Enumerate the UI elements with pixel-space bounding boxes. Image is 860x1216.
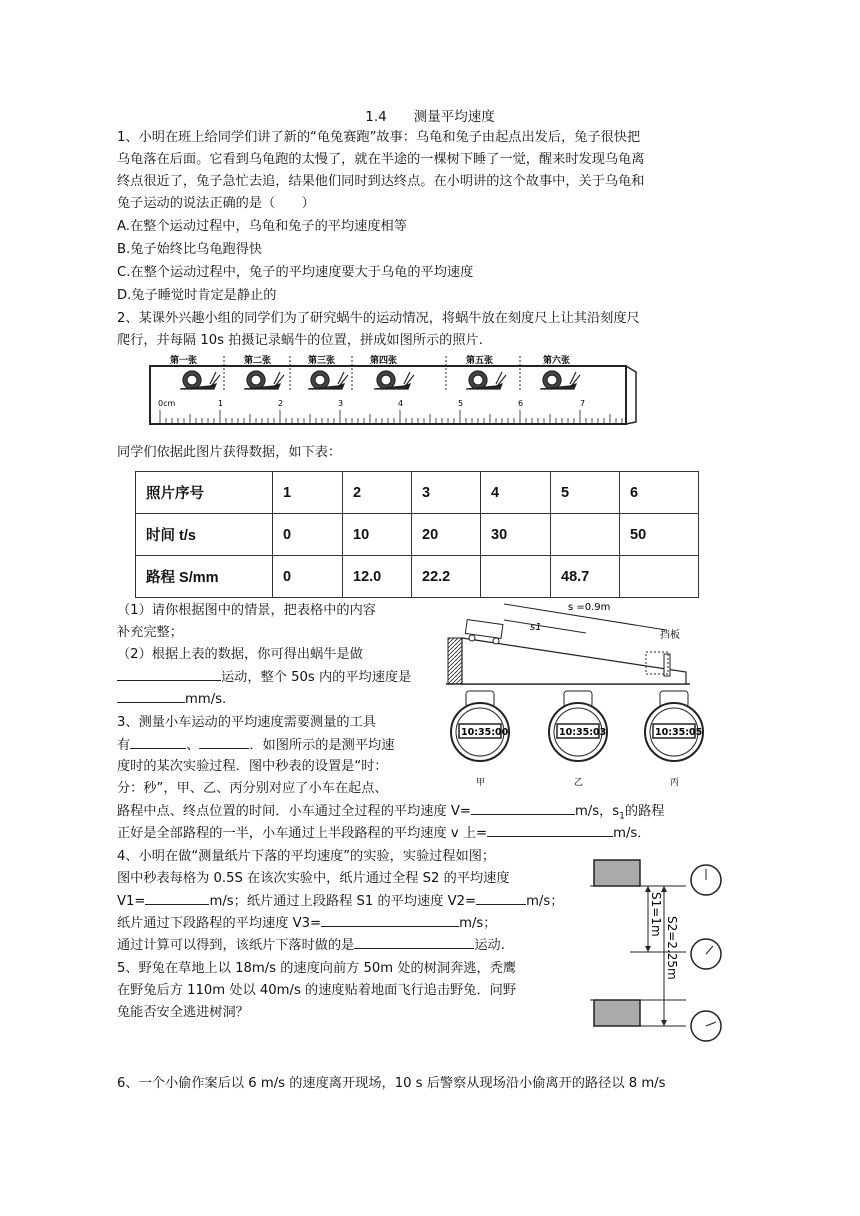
q4-text-line: 4、小明在做“测量纸片下落的平均速度”的实验，实验过程如图；	[117, 849, 496, 864]
avg-speed-blank[interactable]	[117, 688, 185, 703]
table-row	[136, 514, 699, 556]
q3-text-line: 路程中点、终点位置的时间．小车通过全过程的平均速度 V= m/s，$s_1$的路程	[117, 800, 664, 828]
table-cell: 20	[412, 514, 481, 556]
q5-text-line: 兔能否安全逃进树洞？	[117, 1005, 249, 1020]
stopwatch-bing	[645, 691, 703, 788]
table-cell: 50	[620, 514, 699, 556]
table-cell: 5	[551, 472, 620, 514]
clock-icon	[691, 865, 721, 1041]
stopwatch-time: 10:35:05	[655, 727, 703, 738]
stopwatch-name: 丙	[670, 778, 680, 788]
q2-sub2-line: （2）根据上表的数据，你可得出蜗牛是做	[117, 647, 363, 662]
table-cell: 10	[343, 514, 412, 556]
table-intro: 同学们依据此图片获得数据，如下表：	[117, 445, 342, 460]
table-cell: 1	[273, 472, 343, 514]
q2-sub1-line: （1）请你根据图中的情景，把表格中的内容	[117, 603, 376, 618]
row-header: 照片序号	[136, 472, 273, 514]
v1-blank[interactable]	[145, 890, 209, 905]
paper-bottom	[594, 1000, 640, 1026]
ruler-number: 6	[518, 399, 524, 408]
photo-label: 第二张	[244, 356, 272, 366]
table-cell: 2	[343, 472, 412, 514]
q4-text-line: 图中秒表每格为 0.5S 在该次实验中，纸片通过全程 S2 的平均速度	[117, 871, 510, 886]
q3-text-line: 有 、 ．如图所示的是测平均速	[117, 734, 394, 757]
table-cell: 3	[412, 472, 481, 514]
q1-text-line: 终点很近了，兔子急忙去追，结果他们同时到达终点。在小明讲的这个故事中，关于乌龟和	[117, 174, 645, 189]
s1-length-label: S1=1m	[649, 892, 663, 937]
photo-label: 第三张	[308, 356, 336, 366]
page-title: 1.4 测量平均速度	[365, 109, 495, 125]
q2-text-line: 2、某课外兴趣小组的同学们为了研究蜗牛的运动情况，将蜗牛放在刻度尺上让其沿刻度尺	[117, 311, 640, 326]
table-cell: 12.0	[343, 556, 412, 598]
row-header: 时间 t/s	[136, 514, 273, 556]
total-speed-blank[interactable]	[471, 800, 575, 815]
incline-cart-figure	[446, 590, 706, 790]
q4-text-line: V1= m/s；纸片通过上段路程 S1 的平均速度 V2= m/s；	[117, 890, 563, 913]
q1-text-line: 1、小明在班上给同学们讲了新的“龟兔赛跑”故事：乌龟和兔子由起点出发后，兔子很快把	[117, 130, 641, 145]
q4-text-line: 通过计算可以得到，该纸片下落时做的是 运动.	[117, 934, 505, 957]
q2-sub1-line: 补充完整；	[117, 625, 183, 640]
table-cell: 22.2	[412, 556, 481, 598]
q3-text-line: 度时的某次实验过程．图中秒表的设置是“时：	[117, 759, 388, 774]
q4-text-line: 纸片通过下段路程的平均速度 V3= m/s；	[117, 912, 496, 935]
q2-text-line: 爬行，并每隔 10s 拍摄记录蜗牛的位置，拼成如图所示的照片.	[117, 333, 483, 348]
photo-label: 第四张	[370, 356, 398, 366]
ruler-photo-labels	[170, 354, 570, 366]
photo-label: 第六张	[543, 356, 571, 366]
q1-option-a: A.在整个运动过程中，乌龟和兔子的平均速度相等	[117, 219, 407, 234]
table-cell: 0	[273, 514, 343, 556]
q3-text-line: 3、测量小车运动的平均速度需要测量的工具	[117, 715, 376, 730]
q5-text-line: 5、野兔在草地上以 18m/s 的速度向前方 50m 处的树洞奔逃，秃鹰	[117, 961, 517, 976]
ruler-number: 1	[218, 399, 224, 408]
q1-option-d: D.兔子睡觉时肯定是静止的	[117, 288, 277, 303]
q1-text-line: 乌龟落在后面。它看到乌龟跑的太慢了，就在半途的一棵树下睡了一觉，醒来时发现乌龟离	[117, 152, 645, 167]
q3-text-line: 分：秒”，甲、乙、丙分别对应了小车在起点、	[117, 781, 388, 796]
snail-data-table	[135, 471, 699, 598]
q3-text-line: 正好是全部路程的一半，小车通过上半段路程的平均速度 v 上= m/s．	[117, 822, 650, 845]
stop-board	[664, 654, 670, 676]
table-cell: 48.7	[551, 556, 620, 598]
stopwatch-time: 10:35:00	[461, 727, 509, 738]
table-cell: 4	[481, 472, 551, 514]
ruler-number: 3	[338, 399, 344, 408]
q1-option-c: C.在整个运动过程中，兔子的平均速度要大于乌龟的平均速度	[117, 265, 474, 280]
ruler-number: 5	[458, 399, 464, 408]
q1-text-line: 兔子运动的说法正确的是（ ）	[117, 196, 315, 211]
q6-text-line: 6、一个小偷作案后以 6 m/s 的速度离开现场，10 s 后警察从现场沿小偷离开的路径以 8 m/s	[117, 1076, 666, 1091]
table-cell: 6	[620, 472, 699, 514]
snail-ruler-figure	[148, 352, 640, 428]
q5-text-line: 在野兔后方 110m 处以 40m/s 的速度贴着地面飞行追击野兔．问野	[117, 983, 517, 998]
stopwatch-jia	[451, 691, 509, 788]
q2-sub2-line	[117, 666, 411, 689]
s1-label: s1	[530, 622, 542, 633]
upper-half-speed-blank[interactable]	[487, 822, 613, 837]
ruler-number: 0cm	[158, 399, 176, 408]
photo-label: 第五张	[466, 356, 494, 366]
motion-type-blank[interactable]	[117, 666, 221, 681]
v3-blank[interactable]	[321, 912, 459, 927]
ruler-number: 7	[580, 399, 586, 408]
table-cell: 0	[273, 556, 343, 598]
s2-length-label: S2=2.25m	[665, 916, 679, 980]
table-cell: 30	[481, 514, 551, 556]
q2-sub2-unit: mm/s.	[185, 692, 227, 707]
s-label: s =0.9m	[568, 602, 611, 613]
table-row	[136, 472, 699, 514]
paper-top	[594, 860, 640, 886]
q1-option-b: B.兔子始终比乌龟跑得快	[117, 242, 263, 257]
stopwatch-time: 10:35:03	[559, 727, 607, 738]
ruler-number: 2	[278, 399, 284, 408]
q2-sub2-line	[117, 688, 226, 711]
fall-motion-blank[interactable]	[354, 934, 474, 949]
row-header: 路程 S/mm	[136, 556, 273, 598]
falling-paper-figure	[590, 856, 740, 1046]
v2-blank[interactable]	[476, 890, 526, 905]
q2-sub2-text: 运动，整个 50s 内的平均速度是	[221, 670, 412, 685]
stopwatch-name: 乙	[574, 778, 584, 788]
photo-label: 第一张	[170, 356, 198, 366]
tool-blank-1[interactable]	[130, 734, 186, 749]
stopwatch-yi	[549, 691, 607, 788]
ruler-number: 4	[398, 399, 404, 408]
table-cell-blank[interactable]	[551, 514, 620, 556]
board-label: 挡板	[660, 630, 680, 641]
tool-blank-2[interactable]	[199, 734, 249, 749]
stopwatch-name: 甲	[476, 778, 486, 788]
